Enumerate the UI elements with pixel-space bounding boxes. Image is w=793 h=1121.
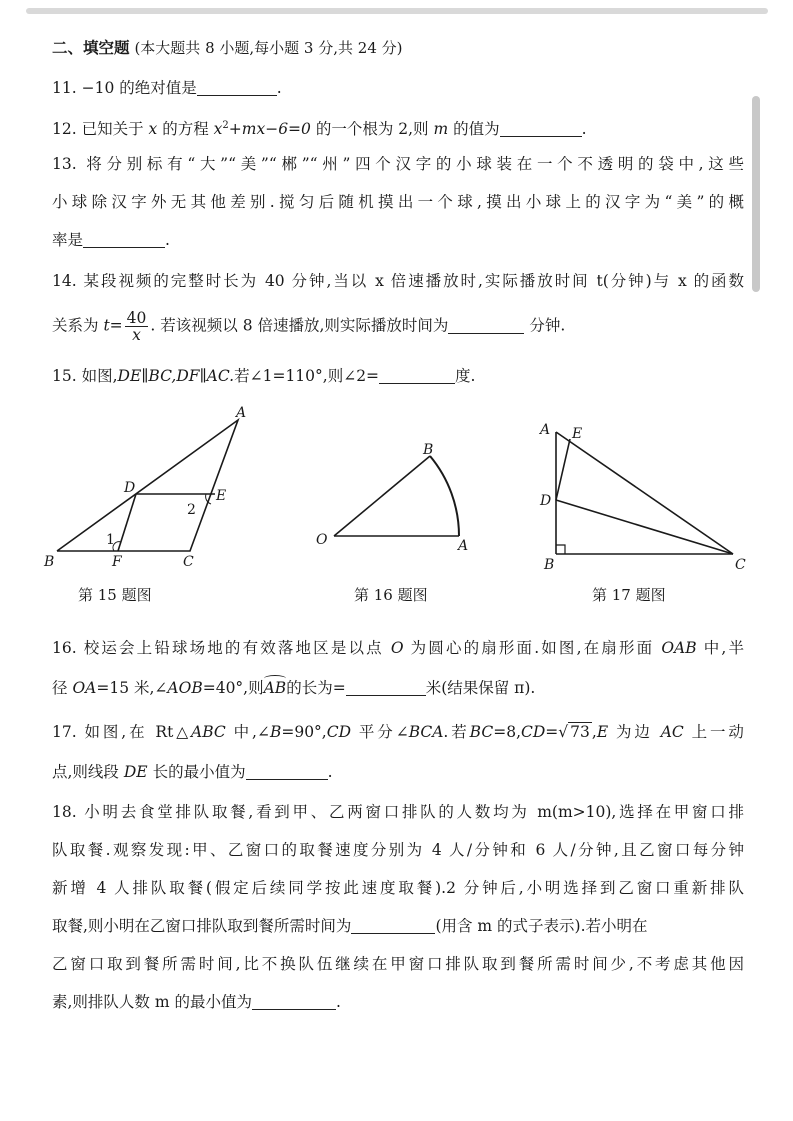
question-14-line-2: 关系为 t= $\frac{40}{x}$ . 若该视频以 8 倍速播放,则实际播放时间为 分钟. bbox=[52, 309, 566, 344]
segment-df bbox=[118, 494, 136, 551]
figures-row bbox=[40, 404, 760, 614]
question-18-line-4: 取餐,则小明在乙窗口排队取到餐所需时间为 (用含 m 的式子表示).若小明在 bbox=[52, 917, 648, 935]
question-15: 15. 如图,DE∥BC,DF∥AC.若∠1=110°,则∠2= 度. bbox=[52, 367, 476, 385]
arc-ab bbox=[430, 456, 459, 536]
label-e: E bbox=[572, 426, 583, 442]
answer-blank-16[interactable] bbox=[346, 679, 426, 696]
question-16-line-2: 径 OA=15 米,∠AOB=40°,则AB的长为= 米(结果保留 π). bbox=[52, 679, 536, 697]
fraction-40-over-x: $\frac{40}{x}$ bbox=[126, 309, 147, 344]
label-f: F bbox=[112, 554, 122, 570]
question-12: 12. 已知关于 x 的方程 $x^2+mx-6=0$ 的一个根为 2,则 m 的值为 . bbox=[52, 120, 587, 139]
label-a: A bbox=[236, 405, 247, 421]
figure-16 bbox=[316, 442, 468, 554]
answer-blank-18b[interactable] bbox=[252, 993, 336, 1010]
figure-17 bbox=[538, 422, 746, 573]
caption-figure-17: 第 17 题图 bbox=[592, 586, 666, 604]
question-13-line-1: 13. 将分别标有“大”“美”“郴”“州”四个汉字的小球装在一个不透明的袋中,这些 bbox=[52, 155, 744, 173]
label-b: B bbox=[423, 442, 434, 458]
answer-blank-11[interactable] bbox=[197, 79, 277, 96]
figure-15 bbox=[43, 405, 246, 570]
segment-de bbox=[556, 439, 570, 500]
label-b: B bbox=[44, 554, 55, 570]
label-b: B bbox=[544, 557, 555, 573]
answer-blank-12[interactable] bbox=[500, 120, 582, 137]
answer-blank-14[interactable] bbox=[448, 317, 524, 334]
question-18-line-3: 新增 4 人排队取餐(假定后续同学按此速度取餐).2 分钟后,小明选择到乙窗口重新排队 bbox=[52, 879, 744, 897]
label-d: D bbox=[124, 480, 136, 496]
answer-blank-13[interactable] bbox=[83, 231, 165, 248]
question-13-line-2: 小球除汉字外无其他差别.搅匀后随机摸出一个球,摸出小球上的汉字为“美”的概 bbox=[52, 193, 744, 211]
label-angle-2: 2 bbox=[187, 502, 196, 518]
question-11: 11. −10 的绝对值是 . bbox=[52, 79, 282, 97]
section-title: 二、填空题 bbox=[52, 39, 130, 57]
question-18-line-2: 队取餐.观察发现:甲、乙窗口的取餐速度分别为 4 人/分钟和 6 人/分钟,且乙窗口每分钟 bbox=[52, 841, 744, 859]
vertical-scrollbar[interactable] bbox=[752, 96, 760, 292]
side-ac bbox=[556, 432, 733, 554]
question-17-line-2: 点,则线段 DE 长的最小值为 . bbox=[52, 763, 333, 781]
sqrt-73: 73 bbox=[570, 723, 590, 741]
label-o: O bbox=[316, 532, 328, 548]
right-angle-mark bbox=[556, 545, 565, 554]
label-c: C bbox=[183, 554, 194, 570]
question-18-line-6: 素,则排队人数 m 的最小值为 . bbox=[52, 993, 341, 1011]
caption-figure-15: 第 15 题图 bbox=[78, 586, 152, 604]
label-a: A bbox=[540, 422, 551, 438]
question-16-line-1: 16. 校运会上铅球场地的有效落地区是以点 O 为圆心的扇形面.如图,在扇形面 OAB 中,半 bbox=[52, 639, 744, 657]
answer-blank-17[interactable] bbox=[246, 763, 328, 780]
triangle-abc bbox=[57, 420, 238, 551]
label-d: D bbox=[540, 493, 552, 509]
arc-ab-symbol: AB bbox=[263, 679, 287, 697]
answer-blank-18a[interactable] bbox=[351, 917, 435, 934]
question-13-line-3: 率是 . bbox=[52, 231, 170, 249]
label-angle-1: 1 bbox=[106, 532, 115, 548]
question-18-line-5: 乙窗口取到餐所需时间,比不换队伍继续在甲窗口排队取到餐所需时间少,不考虑其他因 bbox=[52, 955, 744, 973]
label-e: E bbox=[216, 488, 227, 504]
figures-svg bbox=[40, 404, 760, 574]
answer-blank-15[interactable] bbox=[379, 367, 455, 384]
segment-cd bbox=[556, 500, 733, 554]
top-scroll-track bbox=[26, 8, 768, 14]
label-a: A bbox=[458, 538, 469, 554]
radius-ob bbox=[334, 456, 430, 536]
section-note: (本大题共 8 小题,每小题 3 分,共 24 分) bbox=[134, 39, 403, 57]
caption-figure-16: 第 16 题图 bbox=[354, 586, 428, 604]
section-header bbox=[52, 38, 402, 58]
label-c: C bbox=[735, 557, 746, 573]
question-18-line-1: 18. 小明去食堂排队取餐,看到甲、乙两窗口排队的人数均为 m(m>10),选择在甲窗口排 bbox=[52, 803, 744, 821]
question-17-line-1: 17. 如图,在 Rt△ABC 中,∠B=90°,CD 平分∠BCA.若BC=8,CD=√ 73 ,E 为边 AC 上一动 bbox=[52, 723, 744, 741]
question-14-line-1: 14. 某段视频的完整时长为 40 分钟,当以 x 倍速播放时,实际播放时间 t(分钟)与 x 的函数 bbox=[52, 272, 744, 290]
